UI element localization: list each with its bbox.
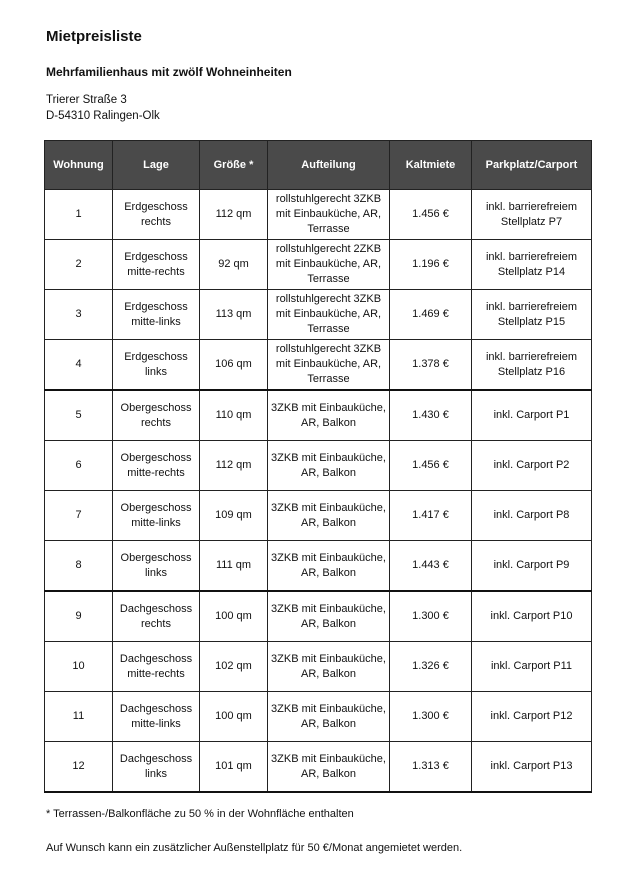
cell-lage: Erdgeschoss mitte-rechts (113, 240, 200, 290)
cell-lage: Obergeschoss rechts (113, 390, 200, 441)
cell-parkplatz: inkl. Carport P9 (472, 541, 592, 592)
cell-wohnung: 8 (45, 541, 113, 592)
cell-kaltmiete: 1.469 € (390, 290, 472, 340)
cell-aufteilung: 3ZKB mit Einbauküche, AR, Balkon (268, 742, 390, 793)
cell-lage: Erdgeschoss links (113, 340, 200, 391)
cell-lage: Erdgeschoss rechts (113, 190, 200, 240)
cell-kaltmiete: 1.378 € (390, 340, 472, 391)
cell-aufteilung: rollstuhlgerecht 2ZKB mit Einbauküche, AR, Terrasse (268, 240, 390, 290)
cell-parkplatz: inkl. Carport P12 (472, 692, 592, 742)
cell-wohnung: 1 (45, 190, 113, 240)
table-header-row (45, 141, 592, 190)
table-row (45, 340, 592, 391)
cell-wohnung: 3 (45, 290, 113, 340)
table-row (45, 642, 592, 692)
cell-aufteilung: rollstuhlgerecht 3ZKB mit Einbauküche, AR, Terrasse (268, 190, 390, 240)
cell-parkplatz: inkl. Carport P13 (472, 742, 592, 793)
cell-parkplatz: inkl. Carport P8 (472, 491, 592, 541)
cell-parkplatz: inkl. barrierefreiem Stellplatz P16 (472, 340, 592, 391)
table-row (45, 541, 592, 592)
cell-kaltmiete: 1.430 € (390, 390, 472, 441)
cell-groesse: 101 qm (200, 742, 268, 793)
table-row (45, 742, 592, 793)
cell-aufteilung: 3ZKB mit Einbauküche, AR, Balkon (268, 591, 390, 642)
cell-wohnung: 4 (45, 340, 113, 391)
cell-parkplatz: inkl. barrierefreiem Stellplatz P14 (472, 240, 592, 290)
cell-aufteilung: rollstuhlgerecht 3ZKB mit Einbauküche, AR, Terrasse (268, 290, 390, 340)
cell-wohnung: 9 (45, 591, 113, 642)
header-kaltmiete: Kaltmiete (390, 141, 472, 190)
table-row (45, 692, 592, 742)
cell-parkplatz: inkl. Carport P10 (472, 591, 592, 642)
cell-parkplatz: inkl. Carport P1 (472, 390, 592, 441)
page-subtitle: Mehrfamilienhaus mit zwölf Wohneinheiten (46, 65, 292, 79)
cell-groesse: 102 qm (200, 642, 268, 692)
cell-lage: Obergeschoss mitte-rechts (113, 441, 200, 491)
cell-aufteilung: 3ZKB mit Einbauküche, AR, Balkon (268, 692, 390, 742)
cell-aufteilung: 3ZKB mit Einbauküche, AR, Balkon (268, 491, 390, 541)
rent-price-table (44, 140, 592, 793)
cell-groesse: 109 qm (200, 491, 268, 541)
header-lage: Lage (113, 141, 200, 190)
cell-aufteilung: rollstuhlgerecht 3ZKB mit Einbauküche, AR, Terrasse (268, 340, 390, 391)
cell-kaltmiete: 1.417 € (390, 491, 472, 541)
cell-parkplatz: inkl. Carport P2 (472, 441, 592, 491)
cell-aufteilung: 3ZKB mit Einbauküche, AR, Balkon (268, 441, 390, 491)
cell-kaltmiete: 1.456 € (390, 190, 472, 240)
footnote: * Terrassen-/Balkonfläche zu 50 % in der Wohnfläche enthalten (46, 808, 354, 820)
table-row (45, 591, 592, 642)
address-city: D-54310 Ralingen-Olk (46, 110, 160, 122)
cell-wohnung: 7 (45, 491, 113, 541)
table-row (45, 390, 592, 441)
cell-groesse: 113 qm (200, 290, 268, 340)
header-parkplatz: Parkplatz/Carport (472, 141, 592, 190)
cell-wohnung: 6 (45, 441, 113, 491)
table-row (45, 240, 592, 290)
table-row (45, 190, 592, 240)
cell-wohnung: 2 (45, 240, 113, 290)
header-aufteilung: Aufteilung (268, 141, 390, 190)
cell-groesse: 111 qm (200, 541, 268, 592)
cell-wohnung: 12 (45, 742, 113, 793)
cell-groesse: 100 qm (200, 591, 268, 642)
cell-groesse: 100 qm (200, 692, 268, 742)
table-row (45, 441, 592, 491)
cell-kaltmiete: 1.456 € (390, 441, 472, 491)
cell-groesse: 106 qm (200, 340, 268, 391)
cell-aufteilung: 3ZKB mit Einbauküche, AR, Balkon (268, 642, 390, 692)
cell-parkplatz: inkl. barrierefreiem Stellplatz P7 (472, 190, 592, 240)
cell-kaltmiete: 1.300 € (390, 692, 472, 742)
table-row (45, 491, 592, 541)
cell-aufteilung: 3ZKB mit Einbauküche, AR, Balkon (268, 390, 390, 441)
header-wohnung: Wohnung (45, 141, 113, 190)
cell-lage: Obergeschoss links (113, 541, 200, 592)
cell-kaltmiete: 1.196 € (390, 240, 472, 290)
cell-groesse: 92 qm (200, 240, 268, 290)
extra-parking-note: Auf Wunsch kann ein zusätzlicher Außenstellplatz für 50 €/Monat angemietet werden. (46, 842, 463, 854)
cell-kaltmiete: 1.326 € (390, 642, 472, 692)
cell-lage: Obergeschoss mitte-links (113, 491, 200, 541)
cell-groesse: 112 qm (200, 441, 268, 491)
cell-kaltmiete: 1.443 € (390, 541, 472, 592)
cell-lage: Dachgeschoss mitte-rechts (113, 642, 200, 692)
cell-lage: Dachgeschoss mitte-links (113, 692, 200, 742)
cell-lage: Dachgeschoss rechts (113, 591, 200, 642)
cell-kaltmiete: 1.300 € (390, 591, 472, 642)
address-street: Trierer Straße 3 (46, 94, 127, 106)
cell-groesse: 112 qm (200, 190, 268, 240)
header-groesse: Größe * (200, 141, 268, 190)
table-row (45, 290, 592, 340)
cell-aufteilung: 3ZKB mit Einbauküche, AR, Balkon (268, 541, 390, 592)
cell-wohnung: 10 (45, 642, 113, 692)
cell-wohnung: 11 (45, 692, 113, 742)
cell-lage: Dachgeschoss links (113, 742, 200, 793)
cell-wohnung: 5 (45, 390, 113, 441)
cell-parkplatz: inkl. barrierefreiem Stellplatz P15 (472, 290, 592, 340)
cell-kaltmiete: 1.313 € (390, 742, 472, 793)
page-title: Mietpreisliste (46, 28, 142, 45)
cell-parkplatz: inkl. Carport P11 (472, 642, 592, 692)
cell-lage: Erdgeschoss mitte-links (113, 290, 200, 340)
cell-groesse: 110 qm (200, 390, 268, 441)
